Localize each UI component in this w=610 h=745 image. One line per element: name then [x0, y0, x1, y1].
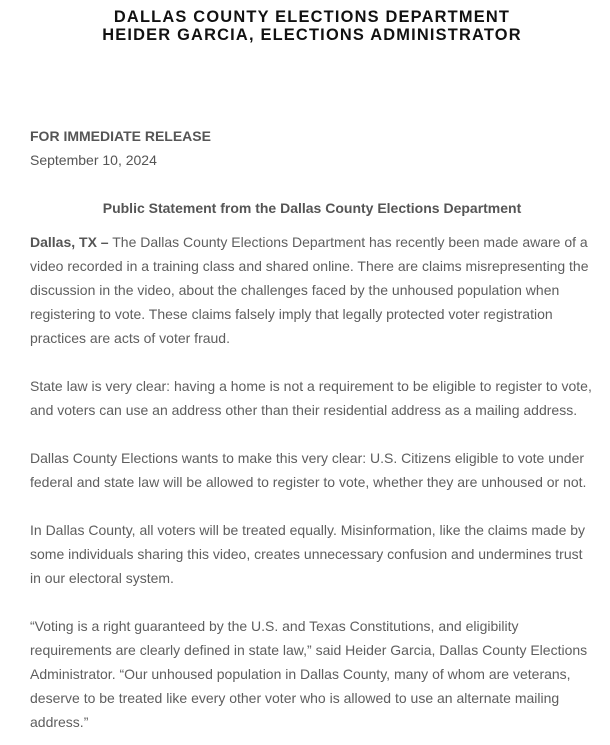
paragraph-equal-treatment: In Dallas County, all voters will be treated equally. Misinformation, like the claims made by some individuals sharing this video, creates unnecessary confusion and undermines trust in our electoral system.: [30, 522, 586, 586]
administrator-name: HEIDER GARCIA, ELECTIONS ADMINISTRATOR: [102, 26, 522, 44]
paragraph-quote: “Voting is a right guaranteed by the U.S. and Texas Constitutions, and eligibility requirements are clearly defined in state law,” said Heider Garcia, Dallas County Elections Administrator. “Our unhoused population in Dallas County, many of whom are veterans, deserve to be treated like every other voter who is allowed to use an alternate mailing address.”: [30, 618, 588, 730]
paragraph-eligibility: Dallas County Elections wants to make this very clear: U.S. Citizens eligible to vote under federal and state law will be allowed to register to vote, whether they are unhoused or not.: [30, 450, 587, 490]
release-date: September 10, 2024: [30, 152, 157, 168]
paragraph-intro: [30, 230, 592, 350]
release-label: FOR IMMEDIATE RELEASE: [30, 128, 211, 144]
paragraph-intro-text: The Dallas County Elections Department has recently been made aware of a video recorded in a training class and shared online. There are claims misrepresenting the discussion in the video, about the challenges faced by the unhoused population when registering to vote. These claims falsely imply that legally protected voter registration practices are acts of voter fraud.: [30, 234, 589, 346]
dateline: Dallas, TX –: [30, 234, 109, 250]
statement-title: Public Statement from the Dallas County Elections Department: [102, 200, 522, 216]
document-header: [0, 8, 610, 44]
paragraph-state-law: State law is very clear: having a home is not a requirement to be eligible to register to vote, and voters can use an address other than their residential address as a mailing address.: [30, 378, 592, 418]
department-name: DALLAS COUNTY ELECTIONS DEPARTMENT: [113, 8, 511, 26]
